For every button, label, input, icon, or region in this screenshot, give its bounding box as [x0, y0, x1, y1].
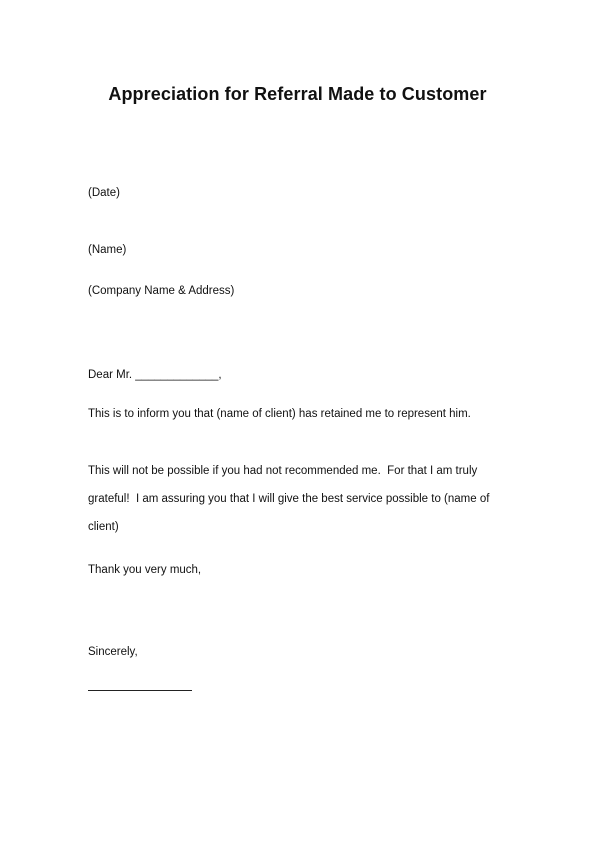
paragraph-gratitude [88, 464, 508, 548]
thanks-line: Thank you very much, [88, 564, 202, 576]
salutation: Dear Mr. _____________, [88, 369, 222, 381]
paragraph-gratitude-line: client) [88, 521, 119, 533]
signature-line [88, 690, 192, 691]
company-address-placeholder: (Company Name & Address) [88, 285, 235, 297]
date-placeholder: (Date) [88, 187, 120, 199]
recipient-name-placeholder: (Name) [88, 244, 127, 256]
paragraph-gratitude-line: grateful! I am assuring you that I will give the best service possible to (name of [88, 493, 490, 505]
paragraph-gratitude-line: This will not be possible if you had not recommended me. For that I am truly [88, 465, 478, 477]
document-title: Appreciation for Referral Made to Customer [108, 84, 487, 104]
closing: Sincerely, [88, 646, 138, 658]
paragraph-retained: This is to inform you that (name of client) has retained me to represent him. [88, 408, 471, 420]
